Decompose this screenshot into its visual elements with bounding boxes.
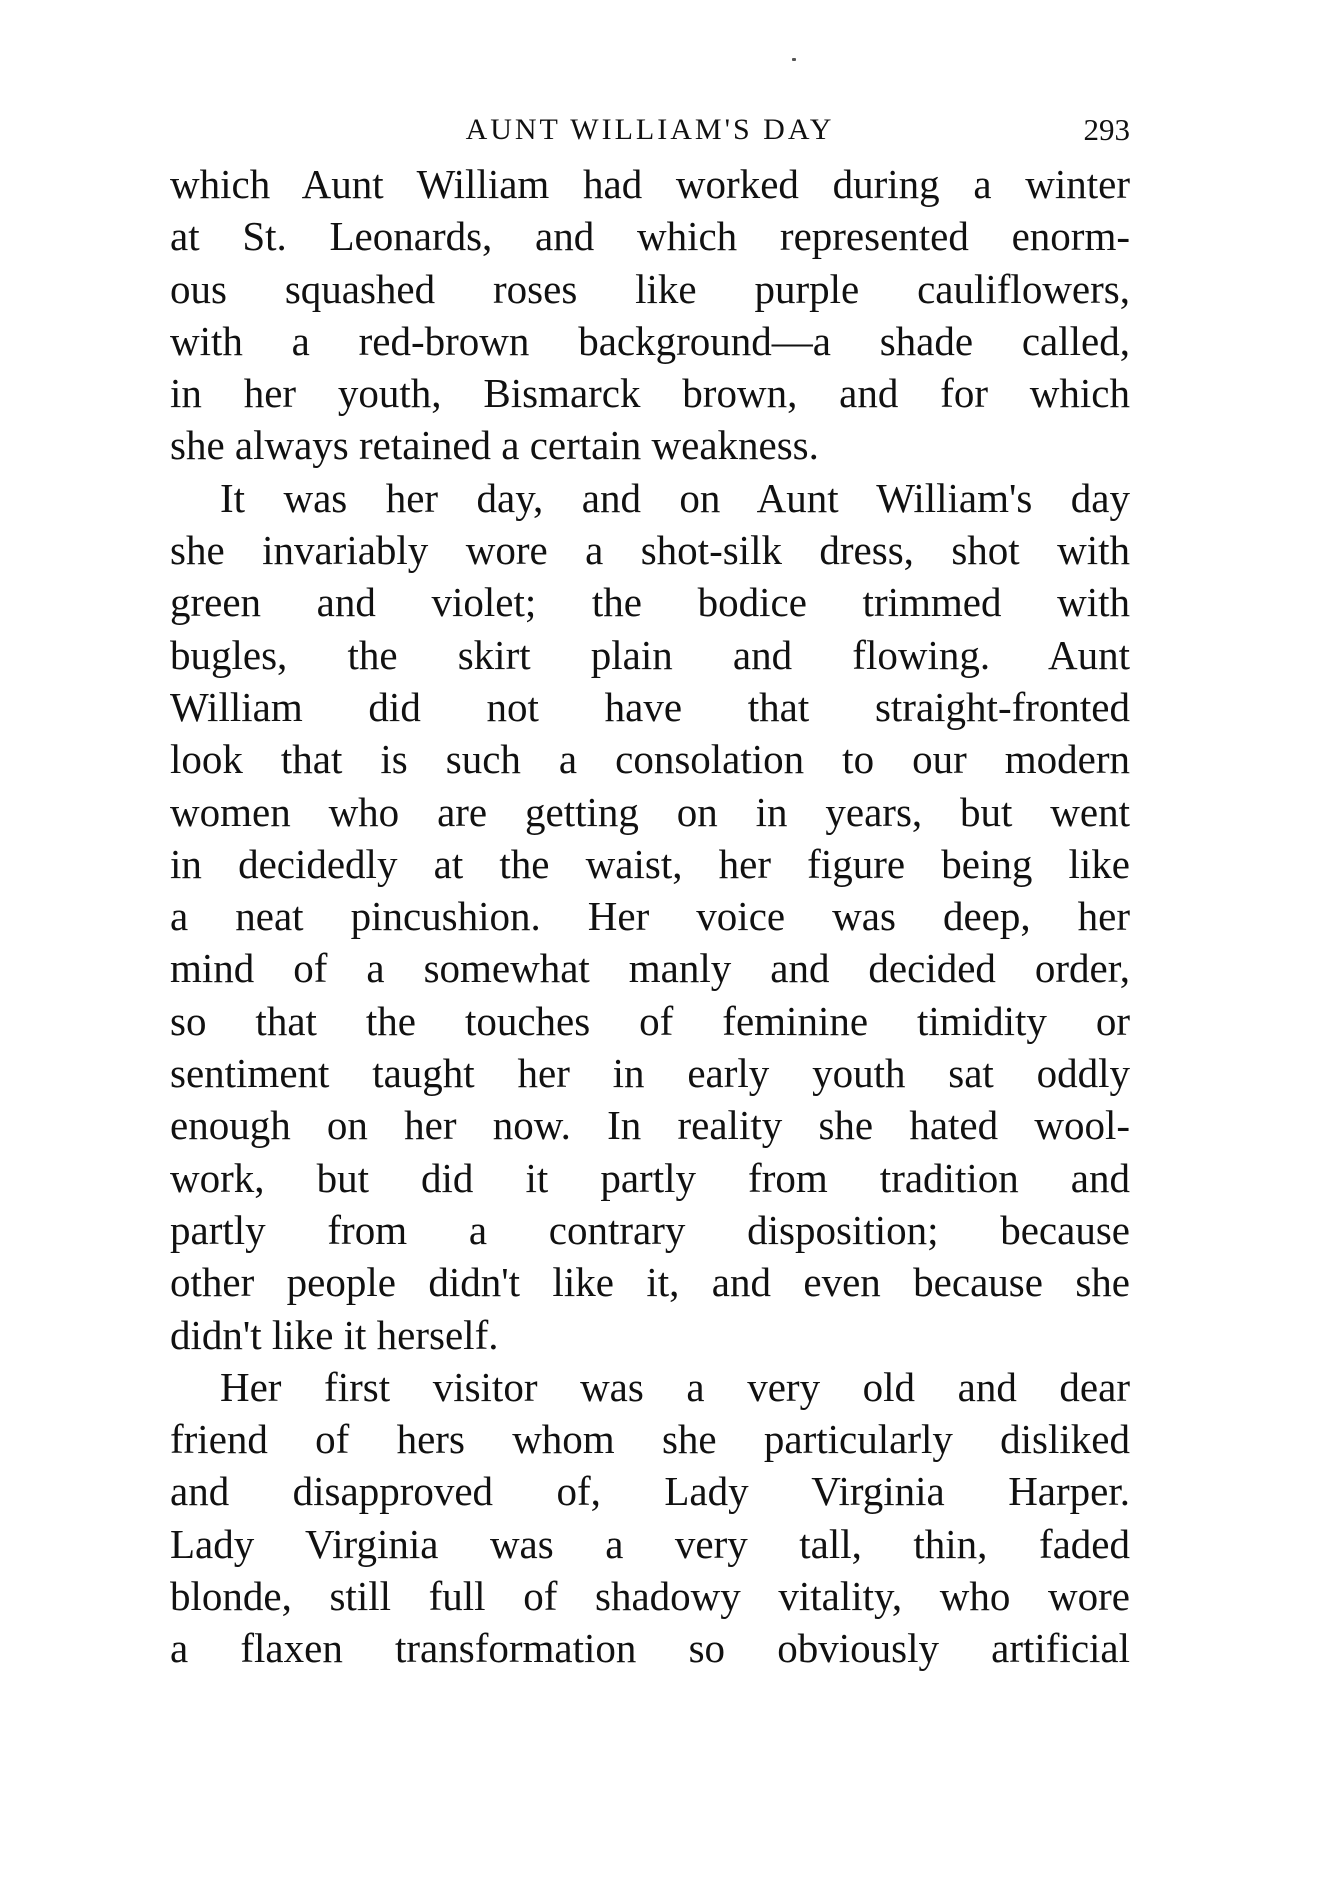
text-line: she invariably wore a shot-silk dress, shot with <box>170 527 1130 574</box>
text-line: enough on her now. In reality she hated wool- <box>170 1102 1130 1149</box>
text-line: other people didn't like it, and even because she <box>170 1259 1130 1306</box>
text-line: Lady Virginia was a very tall, thin, faded <box>170 1520 1130 1567</box>
text-line: in her youth, Bismarck brown, and for which <box>170 370 1130 417</box>
text-line: William did not have that straight-fronted <box>170 683 1130 730</box>
text-line: blonde, still full of shadowy vitality, who wore <box>170 1573 1130 1620</box>
text-line: sentiment taught her in early youth sat oddly <box>170 1050 1130 1097</box>
text-line: at St. Leonards, and which represented enorm- <box>170 213 1130 260</box>
text-line: in decidedly at the waist, her figure being like <box>170 840 1130 887</box>
text-line: a flaxen transformation so obviously artificial <box>170 1625 1130 1672</box>
text-line: women who are getting on in years, but went <box>170 788 1130 835</box>
running-title: AUNT WILLIAM'S DAY <box>465 113 835 146</box>
text-line: with a red-brown background—a shade called, <box>170 317 1130 364</box>
text-line: mind of a somewhat manly and decided order, <box>170 945 1130 992</box>
text-line: ous squashed roses like purple cauliflowers, <box>170 265 1130 312</box>
text-line: which Aunt William had worked during a winter <box>170 161 1130 207</box>
text-line: work, but did it partly from tradition and <box>170 1154 1130 1201</box>
text-line: partly from a contrary disposition; because <box>170 1206 1130 1253</box>
text-line: green and violet; the bodice trimmed with <box>170 579 1130 626</box>
text-line: didn't like it herself. <box>170 1311 499 1358</box>
body-text <box>170 158 1130 1675</box>
print-speck <box>792 58 796 61</box>
page-number: 293 <box>1083 112 1130 147</box>
text-line: friend of hers whom she particularly disliked <box>170 1416 1130 1463</box>
page-header <box>170 108 1130 152</box>
text-line: so that the touches of feminine timidity or <box>170 997 1130 1044</box>
text-line: she always retained a certain weakness. <box>170 422 819 469</box>
text-line: It was her day, and on Aunt William's day <box>220 474 1130 521</box>
text-line: Her first visitor was a very old and dear <box>220 1363 1130 1410</box>
text-line: a neat pincushion. Her voice was deep, her <box>170 893 1130 940</box>
text-line: bugles, the skirt plain and flowing. Aunt <box>170 631 1130 678</box>
text-line: and disapproved of, Lady Virginia Harper. <box>170 1468 1130 1515</box>
text-line: look that is such a consolation to our modern <box>170 736 1130 783</box>
